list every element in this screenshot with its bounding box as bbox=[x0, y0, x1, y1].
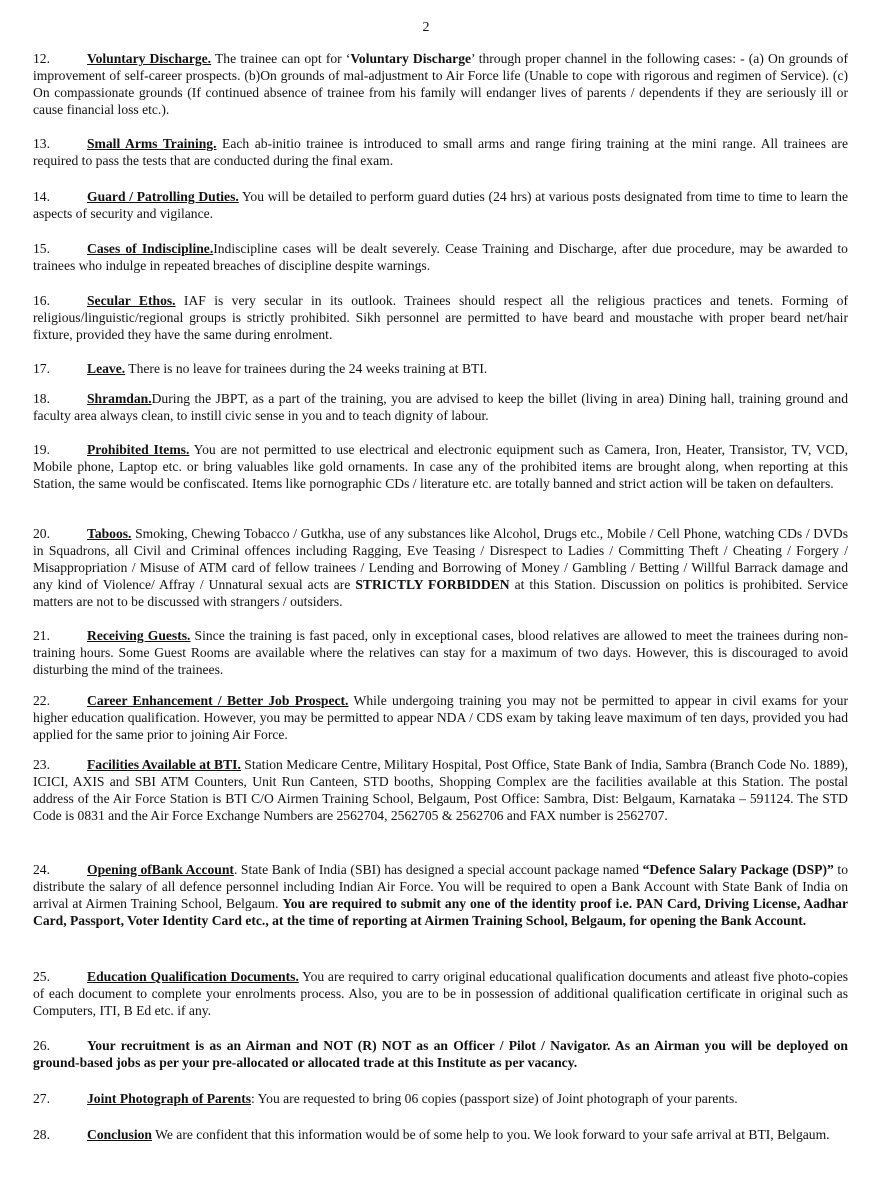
paragraph-12 bbox=[33, 50, 848, 118]
paragraph-number: 22. bbox=[33, 693, 50, 708]
paragraph-text: There is no leave for trainees during the 24 weeks training at BTI. bbox=[125, 361, 488, 376]
paragraph-25 bbox=[33, 968, 848, 1019]
paragraph-19 bbox=[33, 441, 848, 492]
paragraph-heading: Shramdan. bbox=[87, 391, 152, 406]
paragraph-text: IAF is very secular in its outlook. Trainees should respect all the religious practices and tenets. Forming of religious/linguistic/regional groups is strictly prohibited. Sikh personnel are permitted to have beard and moustache with proper beard net/hair fixture, provided they have the same during enrolment. bbox=[33, 293, 848, 342]
paragraph-number: 21. bbox=[33, 628, 50, 643]
paragraph-text: During the JBPT, as a part of the training, you are advised to keep the billet (living in area) Dining hall, training ground and faculty area always clean, to instill civic sense in you and to teach dignity of labour. bbox=[33, 391, 848, 423]
paragraph-heading: Voluntary Discharge. bbox=[87, 51, 212, 66]
paragraph-number: 24. bbox=[33, 862, 50, 877]
paragraph-18 bbox=[33, 390, 848, 424]
paragraph-text: Each ab-initio trainee is introduced to small arms and range firing training at the mini range. All trainees are required to pass the tests that are conducted during the final exam. bbox=[33, 136, 848, 168]
bold-text: Your recruitment is as an Airman and NOT (R) NOT as an Officer / Pilot / Navigator. As an Airman you will be deployed on ground-based jobs as per your pre-allocated or allocated trade at this Institute as per vacancy. bbox=[33, 1038, 848, 1070]
paragraph-number: 25. bbox=[33, 969, 50, 984]
paragraph-number: 19. bbox=[33, 442, 50, 457]
paragraph-text: You are not permitted to use electrical and electronic equipment such as Camera, Iron, Heater, Transistor, TV, VCD, Mobile phone, Laptop etc. or bring valuables like gold ornaments. In case any of the prohibited items are brought along, when reporting at this Station, the same would be confiscated. Items like pornographic CDs / literature etc. are totally banned and strict action will be taken on defaulters. bbox=[33, 442, 848, 491]
paragraph-number: 14. bbox=[33, 189, 50, 204]
paragraph-heading: Opening ofBank Account bbox=[87, 862, 234, 877]
paragraph-heading: Secular Ethos. bbox=[87, 293, 176, 308]
paragraph-number: 16. bbox=[33, 293, 50, 308]
paragraph-number: 12. bbox=[33, 51, 50, 66]
paragraph-text: Smoking, Chewing Tobacco / Gutkha, use of any substances like Alcohol, Drugs etc., Mobile / Cell Phone, watching CDs / DVDs in Squadrons, all Civil and Criminal offences including Ragging, Eve Teasing / Disrespect to Ladies / Committing Theft / Cheating / Forgery / Misappropriation / Misuse of ATM card of fellow trainees / Lending and Borrowing of Money / Gambling / Betting / Willful Barrack damage and any kind of Violence/ Affray / Unnatural sexual acts are bbox=[33, 526, 848, 592]
paragraph-text: : You are requested to bring 06 copies (passport size) of Joint photograph of your parents. bbox=[251, 1091, 738, 1106]
paragraph-heading: Leave. bbox=[87, 361, 126, 376]
paragraph-21 bbox=[33, 627, 848, 678]
paragraph-heading: Prohibited Items. bbox=[87, 442, 190, 457]
paragraph-heading: Conclusion bbox=[87, 1127, 152, 1142]
paragraph-heading: Education Qualification Documents. bbox=[87, 969, 299, 984]
paragraph-15 bbox=[33, 240, 848, 274]
paragraph-text: to distribute the salary of all defence personnel including Indian Air Force. You will be required to open a Bank Account with State Bank of India on arrival at Airmen Training School, Belgaum. bbox=[33, 862, 848, 911]
paragraph-text: We are confident that this information would be of some help to you. We look forward to your safe arrival at BTI, Belgaum. bbox=[151, 1127, 830, 1142]
bold-text: “Defence Salary Package (DSP)” bbox=[642, 862, 834, 877]
paragraph-heading: Facilities Available at BTI. bbox=[87, 757, 241, 772]
paragraph-number: 28. bbox=[33, 1127, 50, 1142]
paragraph-16 bbox=[33, 292, 848, 343]
bold-text: Voluntary Discharge bbox=[350, 51, 472, 66]
paragraph-number: 17. bbox=[33, 361, 50, 376]
paragraph-27 bbox=[33, 1090, 848, 1107]
page-number: 2 bbox=[422, 20, 430, 35]
paragraph-text: The trainee can opt for ‘ bbox=[211, 51, 351, 66]
paragraph-heading: Joint Photograph of Parents bbox=[87, 1091, 252, 1106]
paragraph-heading: Guard / Patrolling Duties. bbox=[87, 189, 239, 204]
paragraph-text: Station Medicare Centre, Military Hospital, Post Office, State Bank of India, Sambra (Branch Code No. 1889), ICICI, AXIS and SBI ATM Counters, Unit Run Canteen, STD booths, Shopping Complex are the facilities available at this Station. The postal address of the Air Force Station is BTI C/O Airmen Training School, Belgaum, Post Office: Sambra, Dist: Belgaum, Karnataka – 591124. The STD Code is 0831 and the Air Force Exchange Numbers are 2562704, 2562705 & 2562706 and FAX number is 2562707. bbox=[33, 757, 848, 823]
paragraph-text: While undergoing training you may not be permitted to appear in civil exams for your higher education qualification. However, you may be permitted to appear NDA / CDS exam by taking leave maximum of ten days, provided you had applied for the same prior to joining Air Force. bbox=[33, 693, 848, 742]
paragraph-number: 26. bbox=[33, 1038, 50, 1053]
paragraph-heading: Cases of Indiscipline. bbox=[87, 241, 214, 256]
paragraph-number: 20. bbox=[33, 526, 50, 541]
paragraph-20 bbox=[33, 525, 848, 610]
paragraph-text: ’ through proper channel in the following cases: - (a) On grounds of improvement of self-career prospects. (b)On grounds of mal-adjustment to Air Force life (Unable to cope with rigorous and regimen of Service). (c) On compassionate grounds (If continued absence of trainee from his family will endanger lives of parents / dependents if they are seriously ill or cause financial loss etc.). bbox=[33, 51, 848, 117]
paragraph-text: Indiscipline cases will be dealt severely. Cease Training and Discharge, after due procedure, may be awarded to trainees who indulge in repeated breaches of discipline despite warnings. bbox=[33, 241, 848, 273]
paragraph-14 bbox=[33, 188, 848, 222]
paragraph-text: You will be detailed to perform guard duties (24 hrs) at various posts designated from time to time to learn the aspects of security and vigilance. bbox=[33, 189, 848, 221]
paragraph-text: Since the training is fast paced, only in exceptional cases, blood relatives are allowed to meet the trainees during non-training hours. Some Guest Rooms are available where the relatives can stay for a maximum of two days. However, this is discouraged to avoid disturbing the mind of the trainees. bbox=[33, 628, 848, 677]
paragraph-number: 13. bbox=[33, 136, 50, 151]
paragraph-heading: Career Enhancement / Better Job Prospect. bbox=[87, 693, 349, 708]
paragraph-17 bbox=[33, 360, 848, 377]
paragraph-heading: Small Arms Training. bbox=[87, 136, 217, 151]
paragraph-number: 23. bbox=[33, 757, 50, 772]
paragraph-text: at this Station. Discussion on politics is prohibited. Service matters are not to be discussed with strangers / outsiders. bbox=[33, 577, 849, 609]
bold-text: You are required to submit any one of the identity proof i.e. PAN Card, Driving License, Aadhar Card, Passport, Voter Identity Card etc., at the time of reporting at Airmen Training School, Belgaum, for opening the Bank Account. bbox=[33, 896, 848, 928]
paragraph-22 bbox=[33, 692, 848, 743]
paragraph-26 bbox=[33, 1037, 848, 1071]
paragraph-24 bbox=[33, 861, 848, 929]
paragraph-number: 18. bbox=[33, 391, 50, 406]
paragraph-heading: Taboos. bbox=[87, 526, 132, 541]
paragraph-13 bbox=[33, 135, 848, 169]
paragraph-text: . State Bank of India (SBI) has designed a special account package named bbox=[233, 862, 643, 877]
paragraph-heading: Receiving Guests. bbox=[87, 628, 191, 643]
paragraph-number: 27. bbox=[33, 1091, 50, 1106]
paragraph-23 bbox=[33, 756, 848, 824]
bold-text: STRICTLY FORBIDDEN bbox=[355, 577, 510, 592]
paragraph-text: You are required to carry original educational qualification documents and atleast five photo-copies of each document to complete your enrolments process. Also, you are to be in possession of additional qualification certificate in original such as Computers, ITI, B Ed etc. if any. bbox=[33, 969, 848, 1018]
paragraph-28 bbox=[33, 1126, 848, 1143]
paragraph-number: 15. bbox=[33, 241, 50, 256]
